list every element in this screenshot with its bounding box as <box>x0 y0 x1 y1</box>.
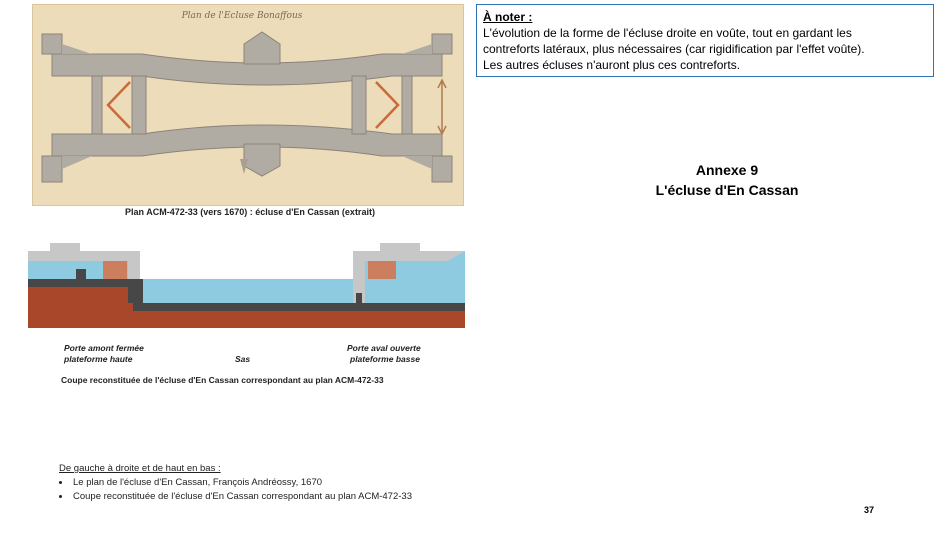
note-heading: À noter : <box>483 10 533 24</box>
lock-section-diagram <box>28 243 465 328</box>
note-line-2: contreforts latéraux, plus nécessaires (car rigidification par l'effet voûte). <box>483 42 865 56</box>
label-downstream-platform: plateforme basse <box>350 354 420 364</box>
label-upstream-gate: Porte amont fermée <box>64 343 144 353</box>
plan-handwritten-title: Plan de l'Ecluse Bonaffous <box>181 11 303 21</box>
section-upstream-gate <box>103 261 127 279</box>
credits-title: De gauche à droite et de haut en bas : <box>59 463 221 474</box>
page-number: 37 <box>864 505 875 515</box>
note-line-3: Les autres écluses n'auront plus ces contreforts. <box>483 58 741 72</box>
credits-item-plan: • Le plan de l'écluse d'En Cassan, François Andréossy, 1670 <box>71 476 519 490</box>
annex-number: Annexe 9 <box>695 162 759 178</box>
plan-caption: Plan ACM-472-33 (vers 1670) : écluse d'En Cassan (extrait) <box>125 207 375 217</box>
annex-subtitle: L'écluse d'En Cassan <box>655 182 799 198</box>
note-line-1: L'évolution de la forme de l'écluse droite en voûte, tout en gardant les <box>483 26 852 40</box>
credits-list <box>59 476 519 504</box>
annex-title <box>612 160 842 200</box>
label-upstream-platform: plateforme haute <box>64 354 133 364</box>
section-caption: Coupe reconstituée de l'écluse d'En Cassan correspondant au plan ACM-472-33 <box>61 375 384 385</box>
credits <box>59 462 519 504</box>
section-downstream-gate <box>368 261 396 279</box>
label-chamber: Sas <box>235 354 251 364</box>
lock-plan-drawing <box>32 4 464 206</box>
note-box <box>476 4 934 77</box>
credits-item-section: • Coupe reconstituée de l'écluse d'En Cassan correspondant au plan ACM-472-33 <box>71 490 519 504</box>
label-downstream-gate: Porte aval ouverte <box>347 343 421 353</box>
